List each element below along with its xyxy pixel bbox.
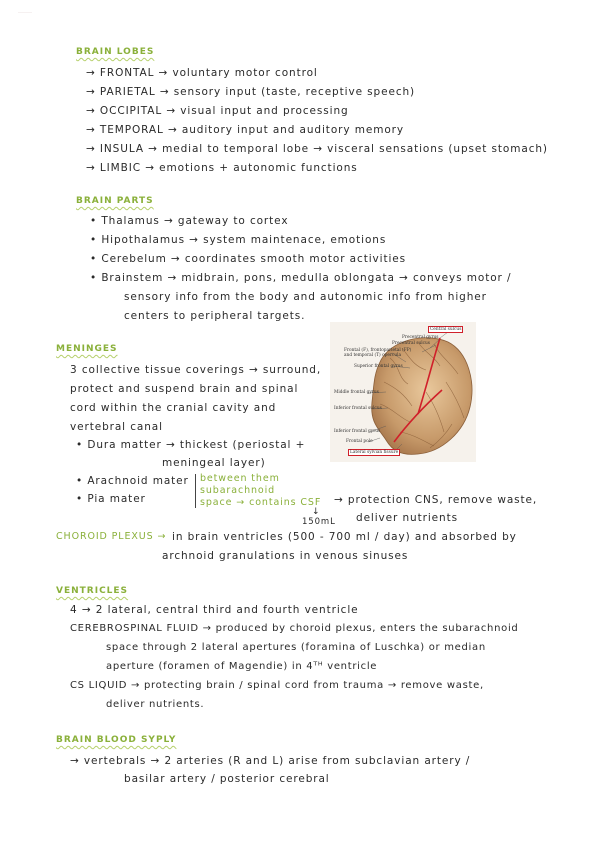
lobe-limbic: → LIMBIC → emotions + autonomic functions [86,162,358,174]
cs-liquid-1: CS LIQUID → protecting brain / spinal cord from trauma → remove waste, [70,680,484,691]
faint-mark [18,12,32,23]
csf-line-3: aperture (foramen of Magendie) in 4ᵀᴴ ventricle [106,661,378,672]
lobe-occipital: → OCCIPITAL → visual input and processing [86,105,349,117]
part-brainstem-cont-1: sensory info from the body and autonomic info from higher [124,291,487,303]
csf-function-2: deliver nutrients [356,512,458,524]
csf-volume: 150mL [302,517,336,527]
cs-liquid-2: deliver nutrients. [106,699,205,710]
choroid-label: CHOROID PLEXUS → [56,531,167,542]
label-opercula-1: Frontal (F), frontoparietal (FP) [344,348,412,353]
lobe-frontal: → FRONTAL → voluntary motor control [86,67,318,79]
part-thalamus: • Thalamus → gateway to cortex [90,215,289,227]
blood-line-1: → vertebrals → 2 arteries (R and L) arise from subclavian artery / [70,755,471,767]
lobe-insula: → INSULA → medial to temporal lobe → visceral sensations (upset stomach) [86,143,548,155]
meninges-desc-1: 3 collective tissue coverings → surround, [70,364,322,376]
choroid-line-1: in brain ventricles (500 - 700 ml / day) and absorbed by [172,531,517,543]
choroid-line-2: archnoid granulations in venous sinuses [162,550,409,562]
part-cerebelum: • Cerebelum → coordinates smooth motor activities [90,253,407,265]
csf-line-2: space through 2 lateral apertures (foramina of Luschka) or median [106,642,486,653]
lobe-temporal: → TEMPORAL → auditory input and auditory memory [86,124,404,136]
part-hipothalamus: • Hipothalamus → system maintenace, emotions [90,234,387,246]
label-middle-frontal: Middle frontal gyrus [334,390,379,395]
label-inferior-frontal-sulcus: Inferior frontal sulcus [334,406,382,411]
meninges-desc-4: vertebral canal [70,421,163,433]
label-central-sulcus: Central sulcus [430,327,462,332]
csf-arrow: ↓ [312,507,321,517]
label-frontal-pole: Frontal pole [346,439,373,444]
part-brainstem-cont-2: centers to peripheral targets. [124,310,306,322]
csf-function-1: → protection CNS, remove waste, [334,494,538,506]
meninges-desc-3: cord within the cranial cavity and [70,402,277,414]
label-opercula-2: and temporal (T) opercula [344,353,402,358]
part-brainstem: • Brainstem → midbrain, pons, medulla oblongata → conveys motor / [90,272,512,284]
label-superior-frontal: Superior frontal gyrus [354,364,403,369]
brain-parts-heading: BRAIN PARTS [76,196,154,206]
blood-line-2: basilar artery / posterior cerebral [124,773,330,785]
blood-supply-heading: BRAIN BLOOD SYPLY [56,735,177,745]
arachnoid-mater: • Arachnoid mater [76,475,189,487]
dura-mater-1: • Dura matter → thickest (periostal + [76,439,306,451]
ventricles-line: 4 → 2 lateral, central third and fourth ventricle [70,604,359,616]
between-note-3: space → contains CSF [200,497,322,508]
label-precentral-sulcus: Precentral sulcus [392,341,431,346]
lobe-parietal: → PARIETAL → sensory input (taste, receptive speech) [86,86,416,98]
csf-line-1: CEREBROSPINAL FLUID → produced by choroid plexus, enters the subarachnoid [70,623,519,634]
between-note-1: between them [200,473,280,484]
dura-mater-2: meningeal layer) [162,457,266,469]
pia-mater: • Pia mater [76,493,146,505]
meninges-desc-2: protect and suspend brain and spinal [70,383,299,395]
label-lateral-sylvian: Lateral sylvian fissure [350,450,399,455]
brain-lobes-heading: BRAIN LOBES [76,47,155,57]
ventricles-heading: VENTRICLES [56,586,129,596]
label-inferior-frontal-gyrus: Inferior frontal gyrus [334,429,381,434]
between-note-2: subarachnoid [200,485,276,496]
brain-figure [330,322,476,462]
meninges-heading: MENINGES [56,344,118,354]
label-precentral-gyrus: Precentral gyrus [402,335,439,340]
